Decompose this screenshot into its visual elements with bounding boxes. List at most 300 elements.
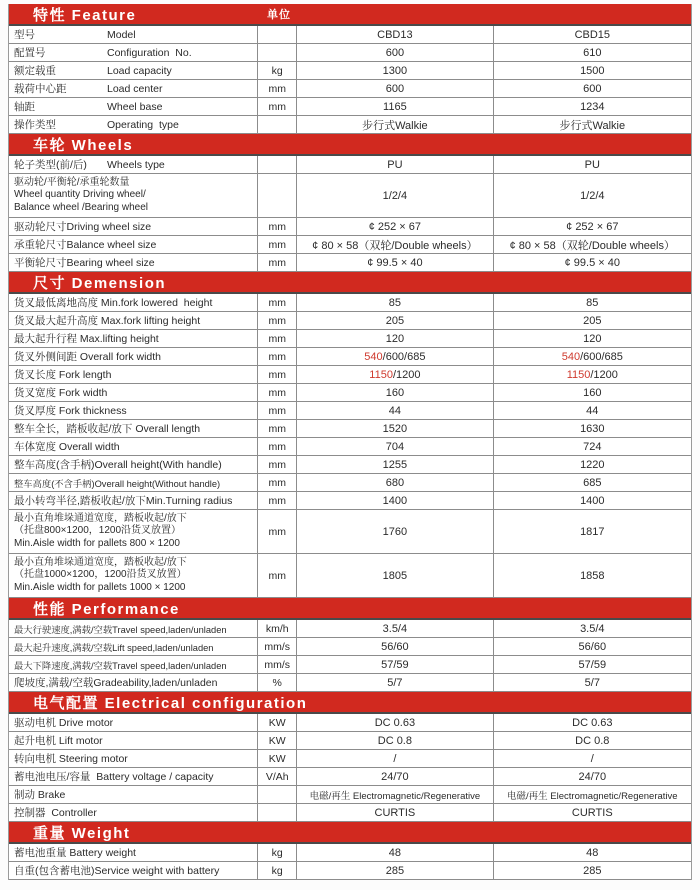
section-header [9,272,691,294]
table-row [9,862,691,880]
value-text: 57/59 [578,658,607,671]
row-label [9,638,258,655]
value-text: 724 [583,440,602,453]
unit-text: mm [268,440,286,453]
value-text: CBD13 [377,28,413,41]
value-cell [494,236,691,253]
unit-cell [258,554,297,597]
value-cell [494,312,691,329]
table-row [9,768,691,786]
value-cell [297,510,493,553]
table-row [9,62,691,80]
row-label [9,366,258,383]
label-en: Configuration No. [107,46,192,59]
unit-cell [258,294,297,311]
label-text: 货叉最大起升高度 Max.fork lifting height [14,315,201,327]
value-text: DC 0.63 [572,716,613,729]
table-row [9,366,691,384]
label-text: 平衡轮尺寸Bearing wheel size [14,257,155,269]
unit-cell [258,456,297,473]
section-header [9,598,691,620]
table-row [9,732,691,750]
table-row [9,254,691,272]
unit-cell [258,492,297,509]
row-label [9,294,258,311]
unit-cell [258,312,297,329]
value-cell [494,456,691,473]
unit-text: mm [268,220,286,233]
row-label [9,348,258,365]
unit-cell [258,26,297,43]
label-text: 蓄电池重量 Battery weight [14,847,136,859]
unit-text: mm [268,296,286,309]
value-cell [494,174,691,217]
value-text: 1500 [580,64,605,77]
value-text: 285 [583,864,602,877]
value-cell [494,510,691,553]
value-cell [494,156,691,173]
unit-text: mm [268,350,286,363]
value-text: 1858 [580,569,605,582]
value-text: 24/70 [381,770,409,783]
value-text: 1234 [580,100,605,113]
value-text: 205 [583,314,602,327]
value-cell [297,420,493,437]
table-row [9,656,691,674]
section-title: 特性 Feature [33,6,137,24]
label-line: 最小直角堆垛通道宽度，踏板收起/放下 [14,556,187,568]
value-cell [297,330,493,347]
unit-cell [258,844,297,861]
value-cell [494,638,691,655]
label-en: Wheels type [107,158,165,171]
table-row [9,402,691,420]
value-text: DC 0.63 [374,716,416,729]
table-row [9,638,691,656]
value-cell [297,116,493,133]
value-text: 1/2/4 [580,189,605,202]
value-cell [494,492,691,509]
label-en: Operating type [107,118,179,131]
row-label [9,786,258,803]
row-label [9,420,258,437]
value-cell [297,844,493,861]
label-line: Wheel quantity Driving wheel/ [14,189,146,201]
value-text: ¢ 99.5 × 40 [564,256,620,269]
value-text: 步行式Walkie [559,119,626,132]
value-cell [297,254,493,271]
unit-cell [258,862,297,879]
section-title: 电气配置 Electrical configuration [33,694,308,712]
unit-text: mm [268,314,286,327]
label-zh: 配置号 [14,47,46,59]
label-text: 整车高度(含手柄)Overall height(With handle) [14,459,222,471]
unit-cell [258,218,297,235]
unit-text: KW [268,734,286,747]
table-row [9,804,691,822]
value-cell [297,638,493,655]
unit-text: V/Ah [265,770,289,783]
value-cell [494,438,691,455]
row-label [9,732,258,749]
value-cell [297,348,493,365]
row-label [9,456,258,473]
value-cell [297,80,493,97]
value-text: 56/60 [381,640,409,653]
table-row [9,510,691,554]
table-row [9,844,691,862]
value-text: 57/59 [381,658,409,671]
value-text: 24/70 [578,770,607,783]
value-cell [297,294,493,311]
value-text: ¢ 80 × 58（双轮/Double wheels） [312,239,478,252]
unit-cell [258,116,297,133]
value-cell [297,62,493,79]
value-text: DC 0.8 [575,734,610,747]
unit-cell [258,474,297,491]
section-header [9,4,691,26]
value-text: 685 [583,476,602,489]
row-label [9,510,258,553]
table-row [9,750,691,768]
unit-cell [258,366,297,383]
unit-text: % [272,676,282,689]
section-title: 性能 Performance [33,600,180,618]
row-label [9,768,258,785]
table-row [9,330,691,348]
value-cell [297,620,493,637]
row-label [9,750,258,767]
value-highlight: 540 [561,350,581,363]
value-text: 205 [385,314,405,327]
unit-text: kg [271,846,283,859]
unit-cell [258,80,297,97]
row-label [9,714,258,731]
row-label [9,98,258,115]
unit-text: mm [268,458,286,471]
value-cell [494,786,691,803]
unit-text: kg [271,64,283,77]
table-row [9,116,691,134]
section-header [9,134,691,156]
value-cell [494,218,691,235]
row-label [9,844,258,861]
value-cell [494,80,691,97]
label-line: Min.Aisle width for pallets 1000 × 1200 [14,581,186,593]
unit-cell [258,750,297,767]
unit-text: mm [268,422,286,435]
value-cell [494,116,691,133]
value-cell [494,384,691,401]
label-text: 驱动轮尺寸Driving wheel size [14,221,152,233]
row-label [9,438,258,455]
value-cell [494,420,691,437]
value-cell [494,750,691,767]
value-text: 85 [388,296,401,309]
label-text: 自重(包含蓄电池)Service weight with battery [14,865,220,877]
unit-cell [258,174,297,217]
unit-cell [258,330,297,347]
row-label [9,674,258,691]
label-text: 货叉外侧间距 Overall fork width [14,351,162,363]
row-label [9,804,258,821]
table-row [9,554,691,598]
label-en: Model [107,28,136,41]
label-en: Load center [107,82,163,95]
label-text: 最大行驶速度,满载/空载Travel speed,laden/unladen [14,624,227,635]
value-cell [494,656,691,673]
value-rest: /1200 [392,368,421,381]
value-text: 3.5/4 [580,622,605,635]
label-zh: 额定载重 [14,65,56,77]
label-line: （托盘800×1200，1200沿货叉放置） [14,525,182,537]
unit-text: mm [268,238,286,251]
row-label [9,116,258,133]
label-line: （托盘1000×1200，1200沿货叉放置） [14,569,187,581]
value-cell [494,402,691,419]
unit-cell [258,384,297,401]
label-en: Load capacity [107,64,172,77]
value-cell [297,312,493,329]
spec-table [8,4,692,880]
value-text: 1630 [580,422,605,435]
unit-text: mm/s [264,640,291,653]
value-text: 160 [583,386,602,399]
table-row [9,474,691,492]
value-cell [494,844,691,861]
table-row [9,236,691,254]
label-text: 转向电机 Steering motor [14,753,128,765]
value-cell [494,714,691,731]
value-cell [494,474,691,491]
value-text: 48 [388,846,401,859]
unit-text: mm [268,256,286,269]
table-row [9,98,691,116]
value-text: ¢ 252 × 67 [368,220,422,233]
section-title: 尺寸 Demension [33,274,167,292]
label-text: 整车全长，踏板收起/放下 Overall length [14,423,201,435]
label-text: 货叉最低离地高度 Min.fork lowered height [14,297,213,309]
row-label [9,656,258,673]
unit-cell [258,674,297,691]
value-text: 3.5/4 [382,622,408,635]
value-cell [494,804,691,821]
value-cell [297,438,493,455]
value-text: 48 [586,846,599,859]
value-text: 1255 [382,458,408,471]
row-label [9,218,258,235]
value-cell [494,554,691,597]
value-text: 1/2/4 [382,189,408,202]
value-text: 600 [583,82,602,95]
value-text: PU [584,158,600,171]
value-text: CBD15 [574,28,611,41]
unit-cell [258,420,297,437]
row-label [9,402,258,419]
unit-text: mm [268,404,286,417]
table-row [9,786,691,804]
unit-cell [258,44,297,61]
row-label [9,174,258,217]
value-text: 285 [385,864,405,877]
unit-cell [258,438,297,455]
table-row [9,44,691,62]
value-cell [297,714,493,731]
unit-text: mm/s [264,658,291,671]
value-cell [297,804,493,821]
table-row [9,674,691,692]
table-row [9,456,691,474]
value-text: 120 [583,332,602,345]
row-label [9,492,258,509]
label-zh: 轮子类型(前/后) [14,159,87,171]
table-row [9,420,691,438]
value-cell [297,674,493,691]
value-cell [297,402,493,419]
label-text: 控制器 Controller [14,807,97,819]
value-text: CURTIS [571,806,613,819]
value-text: ¢ 252 × 67 [566,220,619,233]
value-text: 1400 [580,494,605,507]
label-text: 爬坡度,满载/空载Gradeability,laden/unladen [14,677,218,689]
value-text: ¢ 80 × 58（双轮/Double wheels） [509,239,675,252]
row-label [9,554,258,597]
value-text: 5/7 [387,676,403,689]
table-row [9,174,691,218]
value-cell [297,732,493,749]
label-line: Balance wheel /Bearing wheel [14,201,148,213]
row-label [9,384,258,401]
value-cell [494,674,691,691]
row-label [9,156,258,173]
value-text: 1220 [580,458,605,471]
value-cell [297,750,493,767]
value-text: 1817 [580,525,605,538]
row-label [9,862,258,879]
unit-cell [258,402,297,419]
value-cell [297,786,493,803]
value-text: 160 [385,386,405,399]
label-line: 驱动轮/平衡轮/承重轮数量 [14,176,130,188]
table-row [9,438,691,456]
row-label [9,330,258,347]
label-text: 货叉长度 Fork length [14,369,112,381]
value-cell [297,236,493,253]
value-cell [494,330,691,347]
value-cell [297,862,493,879]
unit-text: mm [268,569,286,582]
value-cell [297,492,493,509]
section-title: 车轮 Wheels [33,136,134,154]
value-text: 600 [385,46,405,59]
unit-cell [258,732,297,749]
value-text: 1165 [383,100,407,113]
table-row [9,714,691,732]
value-cell [297,456,493,473]
label-text: 最小转弯半径,踏板收起/放下Min.Turning radius [14,495,233,507]
value-cell [494,620,691,637]
table-row [9,294,691,312]
row-label [9,80,258,97]
value-cell [494,44,691,61]
value-text: 600 [385,82,405,95]
value-text: 1400 [382,494,408,507]
value-cell [297,474,493,491]
table-row [9,26,691,44]
value-cell [297,26,493,43]
label-zh: 轴距 [14,101,35,113]
section-header [9,692,691,714]
value-text: DC 0.8 [377,734,412,747]
section-header [9,822,691,844]
table-row [9,156,691,174]
value-text: 1805 [382,569,408,582]
table-row [9,492,691,510]
value-text: 电磁/再生 Electromagnetic/Regenerative [507,790,678,802]
value-text: 1520 [382,422,408,435]
value-rest: /600/685 [580,350,623,363]
value-text: 步行式Walkie [362,119,428,132]
unit-cell [258,98,297,115]
value-text: 56/60 [578,640,607,653]
value-text: 5/7 [584,676,600,689]
value-text: 1300 [382,64,408,77]
label-zh: 型号 [14,29,35,41]
value-cell [494,768,691,785]
value-cell [494,62,691,79]
value-rest: /600/685 [382,350,426,363]
label-text: 承重轮尺寸Balance wheel size [14,239,157,251]
value-cell [494,294,691,311]
row-label [9,26,258,43]
value-text: 120 [385,332,405,345]
unit-cell [258,714,297,731]
table-row [9,384,691,402]
value-text: 电磁/再生 Electromagnetic/Regenerative [309,790,481,802]
value-cell [494,348,691,365]
value-highlight: 1150 [369,368,393,381]
unit-text: KW [268,716,286,729]
value-cell [297,218,493,235]
section-title: 重量 Weight [33,824,131,842]
value-text: 85 [586,296,599,309]
value-cell [297,174,493,217]
unit-cell [258,156,297,173]
value-cell [297,384,493,401]
value-text: 44 [388,404,401,417]
unit-cell [258,786,297,803]
table-row [9,218,691,236]
label-text: 车体宽度 Overall width [14,441,120,453]
value-cell [494,98,691,115]
label-line: Min.Aisle width for pallets 800 × 1200 [14,537,180,549]
unit-cell [258,236,297,253]
unit-text: km/h [265,622,289,635]
value-cell [494,862,691,879]
value-text: PU [387,158,403,171]
row-label [9,44,258,61]
value-text: 1760 [382,525,408,538]
unit-cell [258,510,297,553]
label-text: 最大下降速度,满载/空载Travel speed,laden/unladen [14,660,227,671]
row-label [9,620,258,637]
value-text: 680 [385,476,405,489]
value-text: 704 [385,440,405,453]
value-highlight: 1150 [566,368,591,381]
label-text: 起升电机 Lift motor [14,735,103,747]
label-text: 货叉宽度 Fork width [14,387,108,399]
unit-text: kg [271,864,283,877]
